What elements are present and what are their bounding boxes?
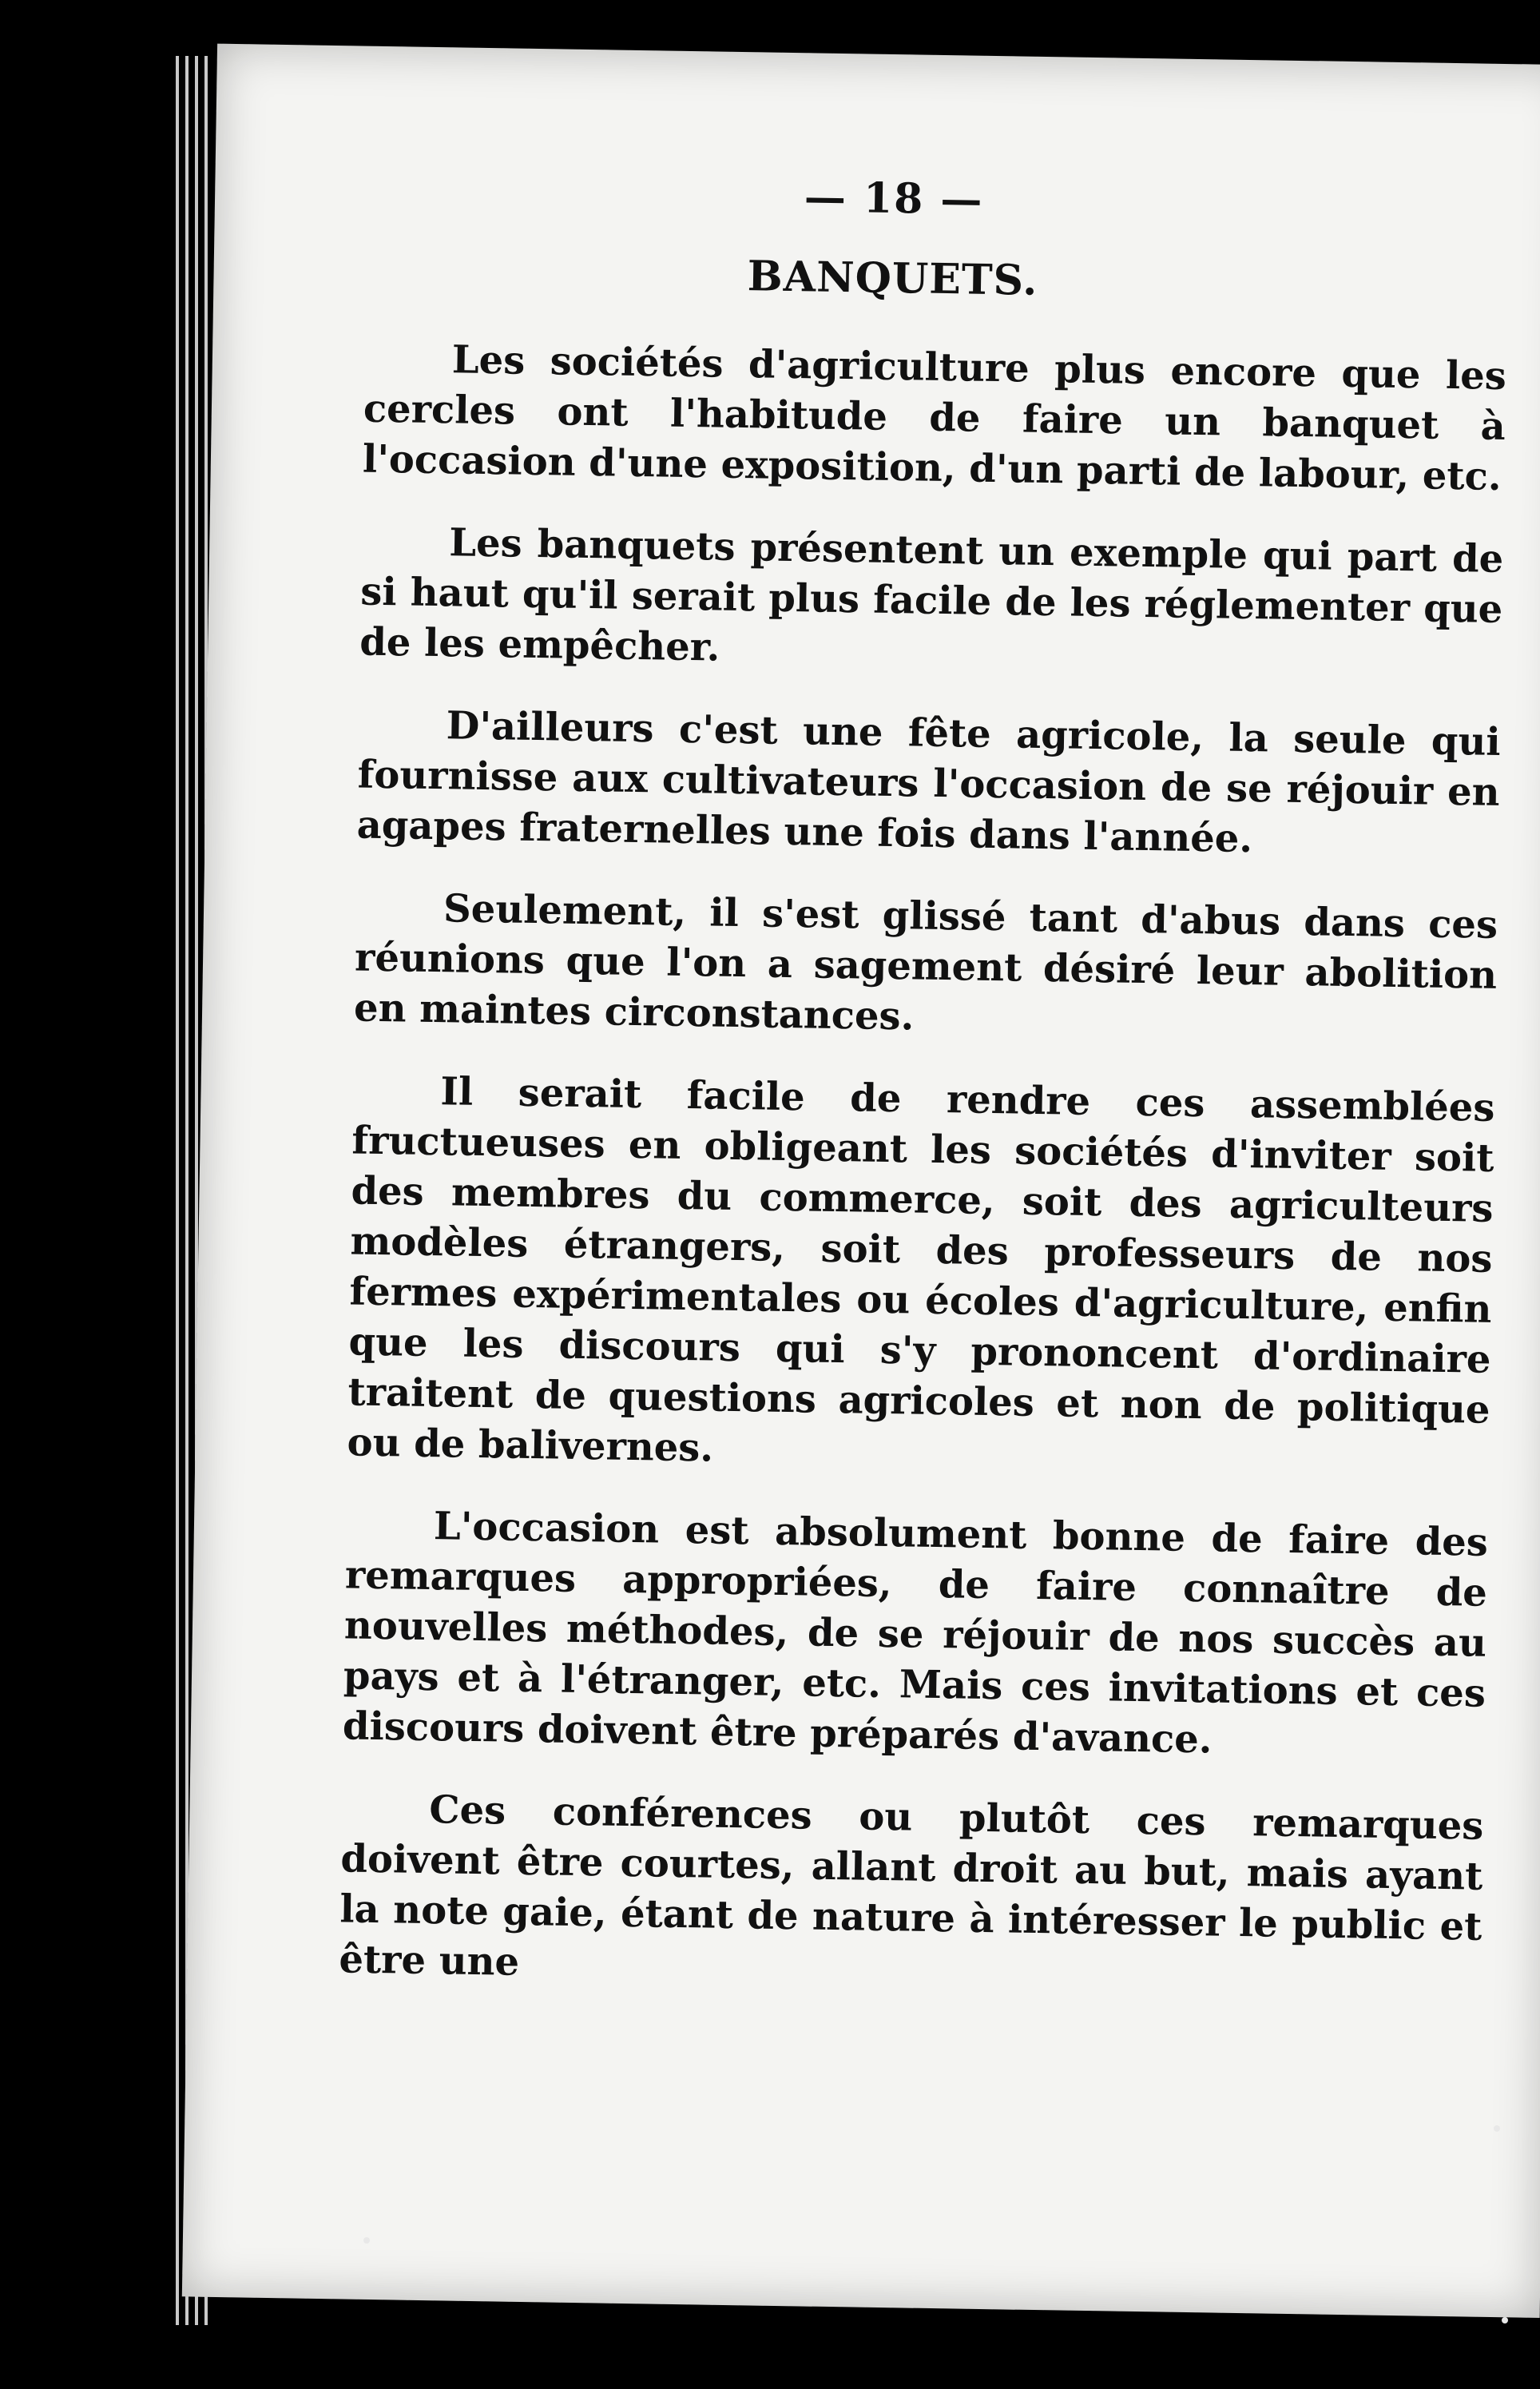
film-speck [1494,2125,1500,2132]
paragraph: Il serait facile de rendre ces assemblées fructueuses en obligeant les sociétés d'inviter soit des membres du commerce, soit des agriculteurs modèles étrangers, soit des professeurs de nos fermes expérimentales ou écoles d'agriculture, enfin que les discours qui s'y prononcent d'ordinaire traitent de questions agricoles et non de politique ou de balivernes. [347,1069,1495,1471]
paragraph: Les banquets présentent un exemple qui part de si haut qu'il serait plus facile de les réglementer que de les empêcher. [359,520,1504,670]
body-text [338,334,1506,2035]
section-heading: BANQUETS. [747,252,1038,305]
paragraph: Seulement, il s'est glissé tant d'abus dans ces réunions que l'on a sagement désiré leur abolition en maintes circonstances. [353,886,1498,1039]
paragraph: Ces conférences ou plutôt ces remarques doivent être courtes, allant droit au but, mais ayant la note gaie, étant de nature à intéresser le public et être une [339,1787,1484,1985]
page-edge [176,56,179,2325]
film-speck [1502,2317,1508,2323]
document-page [182,44,1540,2318]
paragraph: L'occasion est absolument bonne de faire des remarques appropriées, de faire connaître de nouvelles méthodes, de se réjouir de nos succès au pays et à l'étranger, etc. Mais ces invitations et ces discours doivent être préparés d'avance. [342,1504,1489,1763]
paragraph: Les sociétés d'agriculture plus encore que les cercles ont l'habitude de faire un banquet à l'occasion d'une exposition, d'un parti de labour, etc. [362,337,1507,499]
page-number: — 18 — [804,173,984,225]
paragraph: D'ailleurs c'est une fête agricole, la seule qui fournisse aux cultivateurs l'occasion de se réjouir en agapes fraternelles une fois dans l'année. [356,703,1502,862]
film-speck [363,2237,370,2244]
